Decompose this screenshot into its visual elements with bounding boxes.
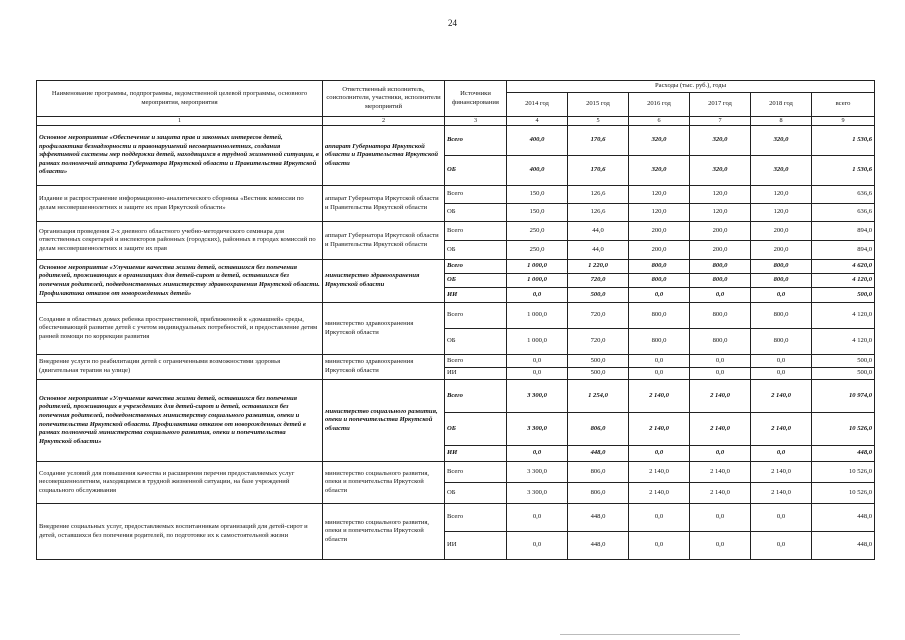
activity-name: Внедрение социальных услуг, предоставляемых воспитанникам организаций для детей-сирот и детей, оставшихся без попечения родителей, по подготовке их к самостоятельной жизни bbox=[37, 504, 323, 560]
funding-source: Всего bbox=[445, 186, 507, 204]
expense-value: 44,0 bbox=[568, 241, 629, 260]
expense-value: 0,0 bbox=[629, 504, 690, 532]
expense-value: 806,0 bbox=[568, 413, 629, 446]
funding-source: ИИ bbox=[445, 446, 507, 462]
funding-source: ОБ bbox=[445, 156, 507, 186]
funding-source: ОБ bbox=[445, 204, 507, 222]
expense-value: 2 140,0 bbox=[751, 380, 812, 413]
expense-value: 320,0 bbox=[751, 126, 812, 156]
expense-value: 2 140,0 bbox=[629, 483, 690, 504]
executor: аппарат Губернатора Иркутской области и Правительства Иркутской области bbox=[323, 126, 445, 186]
expense-value: 2 140,0 bbox=[690, 483, 751, 504]
executor: министерство здравоохранения Иркутской области bbox=[323, 303, 445, 355]
expense-total: 636,6 bbox=[812, 186, 875, 204]
expense-value: 1 000,0 bbox=[507, 260, 568, 274]
expense-value: 320,0 bbox=[690, 126, 751, 156]
activity-name: Организация проведения 2-х дневного областного учебно-методического семинара для ответственных секретарей и инспекторов районных (городских), районных в городах комиссий по делам несовершеннолетних и защите их прав bbox=[37, 222, 323, 260]
executor: аппарат Губернатора Иркутской области и Правительства Иркутской области bbox=[323, 222, 445, 260]
funding-source: ОБ bbox=[445, 329, 507, 355]
table-body bbox=[37, 126, 875, 560]
expense-value: 2 140,0 bbox=[629, 462, 690, 483]
expense-value: 0,0 bbox=[690, 355, 751, 368]
expense-value: 800,0 bbox=[629, 329, 690, 355]
expense-value: 120,0 bbox=[629, 186, 690, 204]
header-expenses: Расходы (тыс. руб.), годы bbox=[507, 81, 875, 93]
funding-source: Всего bbox=[445, 126, 507, 156]
expense-value: 0,0 bbox=[507, 368, 568, 380]
funding-source: Всего bbox=[445, 260, 507, 274]
activity-name: Основное мероприятие «Обеспечение и защита прав и законных интересов детей, профилактика безнадзорности и правонарушений несовершеннолетних, создания эффективной системы мер поддержки детей, находящихся в трудной жизненной ситуации, в рамках полномочий аппарата Губернатора Иркутской области и Правительства Иркутской области» bbox=[37, 126, 323, 186]
expense-value: 0,0 bbox=[690, 504, 751, 532]
expense-value: 400,0 bbox=[507, 156, 568, 186]
expense-total: 4 620,0 bbox=[812, 260, 875, 274]
expense-value: 0,0 bbox=[629, 532, 690, 560]
expense-value: 0,0 bbox=[751, 504, 812, 532]
expense-value: 720,0 bbox=[568, 274, 629, 288]
executor: министерство социального развития, опеки и попечительства Иркутской области bbox=[323, 462, 445, 504]
column-number: 3 bbox=[445, 117, 507, 126]
expense-value: 448,0 bbox=[568, 446, 629, 462]
header-year: 2017 год bbox=[690, 93, 751, 117]
expense-value: 0,0 bbox=[629, 355, 690, 368]
expense-value: 1 254,0 bbox=[568, 380, 629, 413]
page-number: 24 bbox=[448, 18, 457, 28]
expense-value: 2 140,0 bbox=[629, 380, 690, 413]
expense-value: 0,0 bbox=[690, 288, 751, 303]
expense-value: 2 140,0 bbox=[751, 413, 812, 446]
executor: министерство социального развития, опеки и попечительства Иркутской области bbox=[323, 504, 445, 560]
table-row bbox=[37, 504, 875, 532]
expense-value: 200,0 bbox=[690, 241, 751, 260]
expense-value: 120,0 bbox=[751, 186, 812, 204]
activity-name: Создание условий для повышения качества и расширения перечня предоставляемых услуг несовершеннолетним, находящимся в трудной жизненной ситуации, на базе учреждений социального обслуживания bbox=[37, 462, 323, 504]
expense-value: 800,0 bbox=[751, 329, 812, 355]
expense-value: 3 300,0 bbox=[507, 483, 568, 504]
expense-value: 44,0 bbox=[568, 222, 629, 241]
table-row bbox=[37, 303, 875, 329]
expense-value: 500,0 bbox=[568, 368, 629, 380]
table-row bbox=[37, 222, 875, 241]
activity-name: Основное мероприятие «Улучшение качества жизни детей, оставшихся без попечения родителей, проживающих в учреждениях для детей-сирот и детей, оставшихся без попечения родителей, подведомственных министерству социального развития, опеки и попечительства Иркутской области. Профилактика отказов от новорожденных детей в рамках полномочий министерства социального развития, опеки и попечительства Иркутской области» bbox=[37, 380, 323, 462]
expense-total: 4 120,0 bbox=[812, 329, 875, 355]
expense-total: 448,0 bbox=[812, 532, 875, 560]
funding-source: ИИ bbox=[445, 288, 507, 303]
expense-total: 448,0 bbox=[812, 504, 875, 532]
expense-value: 2 140,0 bbox=[629, 413, 690, 446]
expense-value: 800,0 bbox=[690, 303, 751, 329]
executor: министерство здравоохранения Иркутской области bbox=[323, 355, 445, 380]
expense-value: 200,0 bbox=[629, 241, 690, 260]
expense-value: 1 000,0 bbox=[507, 274, 568, 288]
expense-value: 800,0 bbox=[629, 303, 690, 329]
expense-value: 0,0 bbox=[690, 368, 751, 380]
expense-value: 3 300,0 bbox=[507, 462, 568, 483]
expense-value: 120,0 bbox=[690, 204, 751, 222]
expense-value: 200,0 bbox=[751, 222, 812, 241]
activity-name: Внедрение услуги по реабилитации детей с ограниченными возможностями здоровья (двигательная терапия на улице) bbox=[37, 355, 323, 380]
expense-value: 170,6 bbox=[568, 126, 629, 156]
expense-value: 320,0 bbox=[751, 156, 812, 186]
expense-value: 250,0 bbox=[507, 222, 568, 241]
expense-value: 0,0 bbox=[507, 504, 568, 532]
table-row bbox=[37, 462, 875, 483]
expense-value: 2 140,0 bbox=[751, 462, 812, 483]
expense-value: 1 000,0 bbox=[507, 303, 568, 329]
header-year: 2018 год bbox=[751, 93, 812, 117]
column-number: 1 bbox=[37, 117, 323, 126]
expense-value: 200,0 bbox=[690, 222, 751, 241]
expense-value: 800,0 bbox=[751, 260, 812, 274]
expense-value: 448,0 bbox=[568, 504, 629, 532]
budget-table bbox=[36, 80, 875, 560]
expense-total: 10 974,0 bbox=[812, 380, 875, 413]
expense-value: 806,0 bbox=[568, 462, 629, 483]
scan-artifact bbox=[560, 634, 740, 635]
expense-value: 500,0 bbox=[568, 288, 629, 303]
expense-value: 0,0 bbox=[751, 532, 812, 560]
expense-total: 500,0 bbox=[812, 355, 875, 368]
expense-value: 0,0 bbox=[629, 368, 690, 380]
expense-value: 0,0 bbox=[690, 446, 751, 462]
expense-total: 894,0 bbox=[812, 241, 875, 260]
executor: аппарат Губернатора Иркутской области и Правительства Иркутской области bbox=[323, 186, 445, 222]
expense-value: 800,0 bbox=[690, 260, 751, 274]
expense-total: 1 530,6 bbox=[812, 156, 875, 186]
expense-value: 0,0 bbox=[507, 532, 568, 560]
expense-value: 0,0 bbox=[629, 288, 690, 303]
column-number: 8 bbox=[751, 117, 812, 126]
expense-total: 10 526,0 bbox=[812, 413, 875, 446]
expense-value: 500,0 bbox=[568, 355, 629, 368]
column-number: 5 bbox=[568, 117, 629, 126]
expense-value: 250,0 bbox=[507, 241, 568, 260]
expense-value: 0,0 bbox=[507, 446, 568, 462]
funding-source: Всего bbox=[445, 222, 507, 241]
header-name: Наименование программы, подпрограммы, ведомственной целевой программы, основного мероприятия, мероприятия bbox=[37, 81, 323, 117]
expense-value: 120,0 bbox=[751, 204, 812, 222]
expense-value: 800,0 bbox=[751, 303, 812, 329]
expense-value: 0,0 bbox=[507, 355, 568, 368]
funding-source: ИИ bbox=[445, 368, 507, 380]
expense-value: 3 300,0 bbox=[507, 380, 568, 413]
table-row bbox=[37, 380, 875, 413]
expense-value: 0,0 bbox=[751, 446, 812, 462]
expense-value: 800,0 bbox=[629, 260, 690, 274]
expense-total: 10 526,0 bbox=[812, 483, 875, 504]
expense-value: 320,0 bbox=[629, 156, 690, 186]
expense-total: 500,0 bbox=[812, 368, 875, 380]
expense-value: 2 140,0 bbox=[690, 380, 751, 413]
expense-value: 1 220,0 bbox=[568, 260, 629, 274]
expense-total: 10 526,0 bbox=[812, 462, 875, 483]
table-row bbox=[37, 126, 875, 156]
executor: министерство социального развития, опеки и попечительства Иркутской области bbox=[323, 380, 445, 462]
expense-value: 0,0 bbox=[751, 288, 812, 303]
expense-total: 4 120,0 bbox=[812, 303, 875, 329]
header-year: 2015 год bbox=[568, 93, 629, 117]
expense-total: 894,0 bbox=[812, 222, 875, 241]
expense-value: 448,0 bbox=[568, 532, 629, 560]
header-year: 2016 год bbox=[629, 93, 690, 117]
expense-value: 126,6 bbox=[568, 186, 629, 204]
expense-total: 4 120,0 bbox=[812, 274, 875, 288]
funding-source: Всего bbox=[445, 462, 507, 483]
activity-name: Создание в областных домах ребенка пространственной, приближенной к «домашней» среды, обеспечивающей развитие детей с учетом индивидуальных потребностей, и предоставление детям ранней помощи по коррекции развития bbox=[37, 303, 323, 355]
expense-value: 3 300,0 bbox=[507, 413, 568, 446]
column-number: 2 bbox=[323, 117, 445, 126]
expense-value: 0,0 bbox=[507, 288, 568, 303]
expense-value: 0,0 bbox=[751, 355, 812, 368]
table-row bbox=[37, 260, 875, 274]
executor: министерство здравоохранения Иркутской области bbox=[323, 260, 445, 303]
column-number: 6 bbox=[629, 117, 690, 126]
expense-value: 320,0 bbox=[629, 126, 690, 156]
expense-value: 0,0 bbox=[629, 446, 690, 462]
expense-value: 150,0 bbox=[507, 186, 568, 204]
funding-source: Всего bbox=[445, 504, 507, 532]
funding-source: Всего bbox=[445, 355, 507, 368]
expense-value: 800,0 bbox=[690, 329, 751, 355]
funding-source: ИИ bbox=[445, 532, 507, 560]
column-number: 7 bbox=[690, 117, 751, 126]
expense-value: 720,0 bbox=[568, 329, 629, 355]
expense-value: 806,0 bbox=[568, 483, 629, 504]
expense-total: 448,0 bbox=[812, 446, 875, 462]
funding-source: ОБ bbox=[445, 413, 507, 446]
expense-value: 126,6 bbox=[568, 204, 629, 222]
funding-source: Всего bbox=[445, 303, 507, 329]
table-row bbox=[37, 355, 875, 368]
header-executor: Ответственный исполнитель, соисполнители, участники, исполнители мероприятий bbox=[323, 81, 445, 117]
expense-value: 2 140,0 bbox=[690, 462, 751, 483]
funding-source: ОБ bbox=[445, 274, 507, 288]
funding-source: ОБ bbox=[445, 241, 507, 260]
funding-source: Всего bbox=[445, 380, 507, 413]
expense-value: 200,0 bbox=[751, 241, 812, 260]
header-source: Источники финансирования bbox=[445, 81, 507, 117]
expense-value: 2 140,0 bbox=[751, 483, 812, 504]
expense-value: 800,0 bbox=[751, 274, 812, 288]
expense-value: 200,0 bbox=[629, 222, 690, 241]
activity-name: Издание и распространение информационно-аналитического сборника «Вестник комиссии по делам несовершеннолетних и защите их прав Иркутской области» bbox=[37, 186, 323, 222]
expense-value: 170,6 bbox=[568, 156, 629, 186]
expense-value: 320,0 bbox=[690, 156, 751, 186]
expense-value: 120,0 bbox=[690, 186, 751, 204]
activity-name: Основное мероприятие «Улучшение качества жизни детей, оставшихся без попечения родителей, проживающих в организациях для детей-сирот и детей, оставшихся без попечения родителей, подведомственных министерству здравоохранения Иркутской области. Профилактика отказов от новорожденных детей» bbox=[37, 260, 323, 303]
expense-value: 720,0 bbox=[568, 303, 629, 329]
expense-value: 800,0 bbox=[690, 274, 751, 288]
header-total: всего bbox=[812, 93, 875, 117]
expense-value: 120,0 bbox=[629, 204, 690, 222]
expense-total: 636,6 bbox=[812, 204, 875, 222]
header-year: 2014 год bbox=[507, 93, 568, 117]
expense-value: 0,0 bbox=[690, 532, 751, 560]
expense-value: 0,0 bbox=[751, 368, 812, 380]
expense-total: 500,0 bbox=[812, 288, 875, 303]
column-number: 9 bbox=[812, 117, 875, 126]
expense-total: 1 530,6 bbox=[812, 126, 875, 156]
expense-value: 1 000,0 bbox=[507, 329, 568, 355]
expense-value: 800,0 bbox=[629, 274, 690, 288]
table-row bbox=[37, 186, 875, 204]
expense-value: 2 140,0 bbox=[690, 413, 751, 446]
expense-value: 150,0 bbox=[507, 204, 568, 222]
expense-value: 400,0 bbox=[507, 126, 568, 156]
funding-source: ОБ bbox=[445, 483, 507, 504]
column-number: 4 bbox=[507, 117, 568, 126]
